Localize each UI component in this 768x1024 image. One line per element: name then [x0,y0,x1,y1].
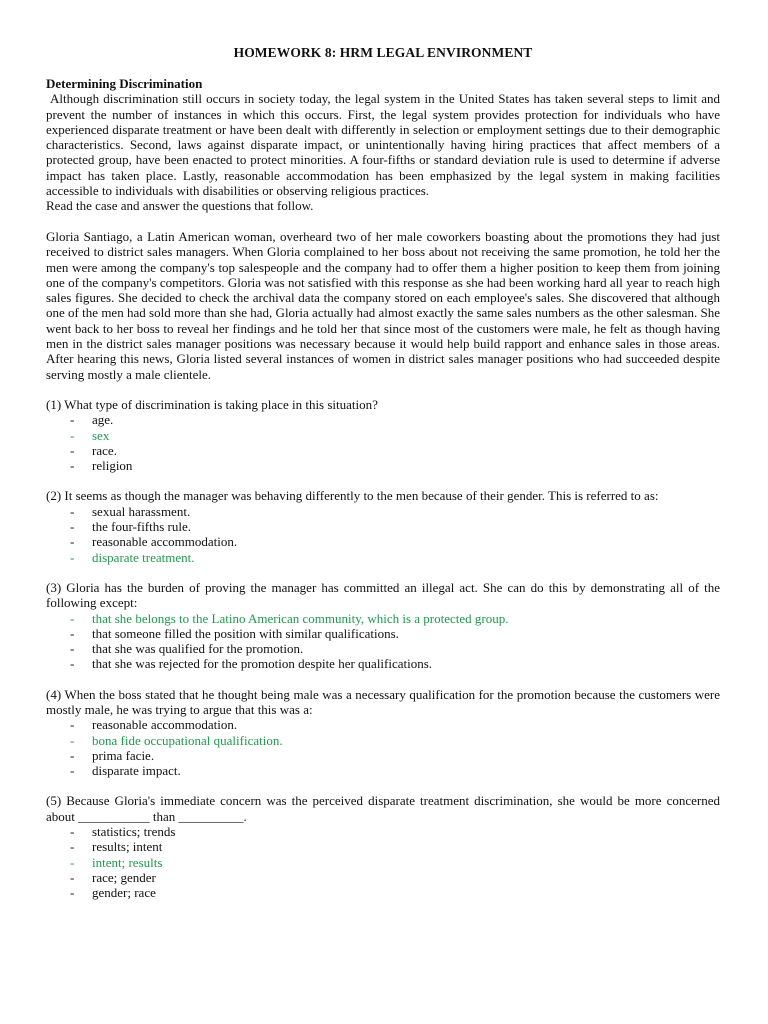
correct-answer-text: that she belongs to the Latino American community, which is a protected group. [92,610,509,626]
question-block [46,687,720,779]
dash-bullet-icon: - [70,885,75,901]
correct-answer-text: sex [92,427,110,443]
answer-options [46,611,720,672]
answer-option[interactable] [46,443,720,458]
question-list [46,397,720,901]
answer-text: religion [92,458,133,474]
answer-text: statistics; trends [92,824,176,840]
answer-text: sexual harassment. [92,503,191,519]
answer-option[interactable] [46,428,720,443]
dash-bullet-icon: - [70,732,75,748]
dash-bullet-icon: - [70,549,75,565]
dash-bullet-icon: - [70,717,75,733]
spacer [46,565,720,580]
answer-option[interactable] [46,641,720,656]
dash-bullet-icon: - [70,503,75,519]
dash-bullet-icon: - [70,824,75,840]
spacer [46,473,720,488]
dash-bullet-icon: - [70,412,75,428]
answer-option[interactable] [46,519,720,534]
answer-text: the four-fifths rule. [92,519,192,535]
answer-text: disparate impact. [92,763,181,779]
answer-option[interactable] [46,504,720,519]
answer-option[interactable] [46,534,720,549]
answer-option[interactable] [46,550,720,565]
question-block [46,793,720,900]
answer-option[interactable] [46,656,720,671]
dash-bullet-icon: - [70,747,75,763]
intro-paragraph: Although discrimination still occurs in society today, the legal system in the United States has taken several steps to limit and prevent the number of instances in which this occurs. First, the legal system provides protection for individuals who have experienced disparate treatment or have been dealt with differently in selection or employment settings due to their demographic characteristics. Second, laws against disparate impact, or unintentionally having hiring practices that affect members of a protected group, have been enacted to protect minorities. A four-fifths or standard deviation rule is used to determine if adverse impact has taken place. Lastly, reasonable accommodation has been emphasized by the legal system in making facilities accessible to individuals with disabilities or observing religious practices. [46,91,720,199]
spacer [46,382,720,397]
answer-options [46,824,720,900]
dash-bullet-icon: - [70,534,75,550]
question-prompt: (3) Gloria has the burden of proving the manager has committed an illegal act. She can do this by demonstrating all of the following except: [46,579,720,611]
dash-bullet-icon: - [70,625,75,641]
section-heading: Determining Discrimination [46,76,203,91]
answer-option[interactable] [46,763,720,778]
answer-option[interactable] [46,885,720,900]
answer-text: that she was qualified for the promotion. [92,641,304,657]
dash-bullet-icon: - [70,641,75,657]
spacer [46,214,720,229]
correct-answer-text: disparate treatment. [92,549,195,565]
question-prompt: (5) Because Gloria's immediate concern was the perceived disparate treatment discrimination, she would be more concerned about ___________ than __________. [46,793,720,824]
answer-option[interactable] [46,855,720,870]
question-block [46,488,720,564]
dash-bullet-icon: - [70,854,75,870]
answer-option[interactable] [46,611,720,626]
correct-answer-text: intent; results [92,854,163,870]
answer-text: reasonable accommodation. [92,717,238,733]
answer-text: age. [92,412,114,428]
dash-bullet-icon: - [70,427,75,443]
dash-bullet-icon: - [70,519,75,535]
spacer [46,778,720,793]
dash-bullet-icon: - [70,458,75,474]
question-prompt: (1) What type of discrimination is taking place in this situation? [46,396,378,412]
question-prompt: (2) It seems as though the manager was behaving differently to the men because of their gender. This is referred to as: [46,488,659,504]
answer-text: that she was rejected for the promotion despite her qualifications. [92,656,433,672]
question-block [46,397,720,473]
document-body [46,45,720,901]
answer-option[interactable] [46,839,720,854]
answer-options [46,412,720,473]
answer-text: gender; race [92,885,156,901]
answer-option[interactable] [46,748,720,763]
answer-text: prima facie. [92,747,155,763]
answer-text: race; gender [92,869,156,885]
answer-text: race. [92,442,117,458]
answer-option[interactable] [46,412,720,427]
answer-option[interactable] [46,626,720,641]
dash-bullet-icon: - [70,763,75,779]
question-prompt: (4) When the boss stated that he thought being male was a necessary qualification for the promotion because the customers were mostly male, he was trying to argue that this was a: [46,686,720,717]
dash-bullet-icon: - [70,869,75,885]
dash-bullet-icon: - [70,610,75,626]
answer-option[interactable] [46,824,720,839]
dash-bullet-icon: - [70,442,75,458]
answer-text: results; intent [92,839,163,855]
answer-option[interactable] [46,870,720,885]
answer-option[interactable] [46,458,720,473]
answer-option[interactable] [46,733,720,748]
answer-options [46,717,720,778]
page-title: HOMEWORK 8: HRM LEGAL ENVIRONMENT [233,45,533,60]
instruction-text: Read the case and answer the questions that follow. [46,198,314,214]
answer-text: that someone filled the position with similar qualifications. [92,625,399,641]
answer-options [46,504,720,565]
spacer [46,672,720,687]
answer-text: reasonable accommodation. [92,534,238,550]
case-paragraph: Gloria Santiago, a Latin American woman, overheard two of her male coworkers boasting about the promotions they had just received to district sales managers. When Gloria complained to her boss about not receiving the same promotion, he told her the men were among the company's top salespeople and the company had to offer them a higher position to keep them from joining one of the company's competitors. Gloria was not satisfied with this response as she had been working hard all year to reach high sales figures. She decided to check the archival data the company stored on each employee's sales. She discovered that although one of the men had sold more than she had, Gloria actually had almost exactly the same sales numbers as the other salesman. She went back to her boss to reveal her findings and he told her that since most of the customers were male, he felt as though having men in the district sales manager positions was necessary because it would help build rapport and enhance sales in those areas. After hearing this news, Gloria listed several instances of women in district sales manager positions who had succeeded despite serving mostly a male clientele. [46,228,720,382]
question-block [46,580,720,672]
answer-option[interactable] [46,717,720,732]
dash-bullet-icon: - [70,656,75,672]
correct-answer-text: bona fide occupational qualification. [92,732,283,748]
dash-bullet-icon: - [70,839,75,855]
